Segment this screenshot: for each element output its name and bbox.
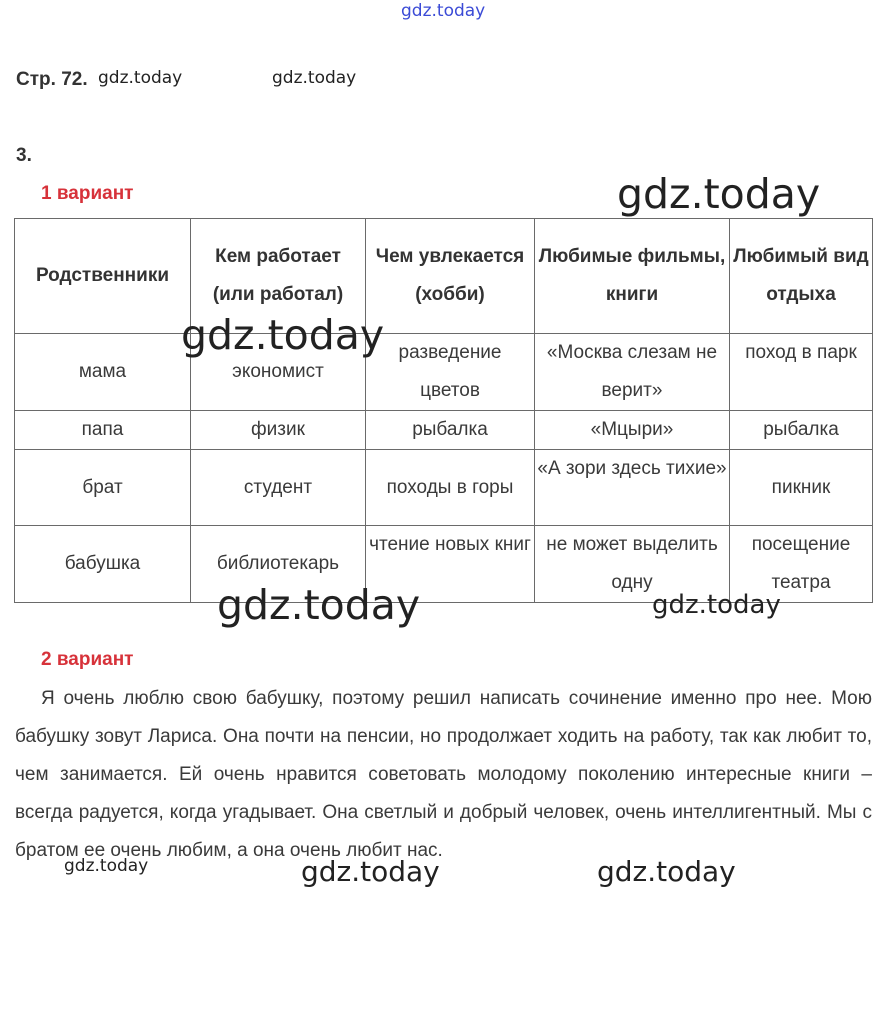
variant-1-title: 1 вариант bbox=[41, 183, 134, 204]
table-cell: рыбалка bbox=[366, 411, 535, 450]
table-cell: студент bbox=[191, 450, 366, 526]
table-header-cell: Кем работает (или работал) bbox=[191, 219, 366, 334]
table-cell: походы в горы bbox=[366, 450, 535, 526]
watermark: gdz.today bbox=[597, 855, 736, 888]
watermark: gdz.today bbox=[64, 856, 149, 876]
table-cell: разведение цветов bbox=[366, 334, 535, 411]
table-header-cell: Родственники bbox=[15, 219, 191, 334]
table-header-row bbox=[15, 219, 873, 334]
table-cell: «Москва слезам не верит» bbox=[535, 334, 730, 411]
table-cell: рыбалка bbox=[730, 411, 873, 450]
table-row bbox=[15, 450, 873, 526]
table-cell: чтение новых книг bbox=[366, 526, 535, 603]
table-row bbox=[15, 334, 873, 411]
variant-2-title: 2 вариант bbox=[41, 649, 134, 670]
hobbies-table bbox=[14, 218, 873, 603]
table-cell: бабушка bbox=[15, 526, 191, 603]
table-header-cell: Любимые фильмы, книги bbox=[535, 219, 730, 334]
table-row bbox=[15, 411, 873, 450]
task-number: 3. bbox=[16, 145, 32, 166]
watermark: gdz.today bbox=[652, 590, 781, 620]
table-cell: физик bbox=[191, 411, 366, 450]
table-cell: библиотекарь bbox=[191, 526, 366, 603]
essay-text: Я очень люблю свою бабушку, поэтому решил написать сочинение именно про нее. Мою бабушку зовут Лариса. Она почти на пенсии, но продолжает ходить на работу, так как любит то, чем занимается. Ей очень нравится советовать молодому поколению интересные книги – всегда радуется, когда угадывает. Она светлый и добрый человек, очень интеллигентный. Мы с братом ее очень любим, а она очень любит нас. bbox=[15, 688, 872, 861]
watermark: gdz.today bbox=[301, 855, 440, 888]
page-reference: Стр. 72. bbox=[16, 69, 88, 90]
table-cell: «А зори здесь тихие» bbox=[535, 450, 730, 526]
table-cell: брат bbox=[15, 450, 191, 526]
table-cell: «Мцыри» bbox=[535, 411, 730, 450]
watermark: gdz.today bbox=[272, 68, 357, 88]
table-header-cell: Чем увлекается (хобби) bbox=[366, 219, 535, 334]
watermark: gdz.today bbox=[98, 68, 183, 88]
table-header-cell: Любимый вид отдыха bbox=[730, 219, 873, 334]
table-cell: папа bbox=[15, 411, 191, 450]
table-cell: экономист bbox=[191, 334, 366, 411]
table-cell: посещение театра bbox=[730, 526, 873, 603]
table-cell: пикник bbox=[730, 450, 873, 526]
watermark: gdz.today bbox=[181, 311, 385, 359]
table-cell: поход в парк bbox=[730, 334, 873, 411]
watermark: gdz.today bbox=[617, 170, 821, 218]
watermark-top: gdz.today bbox=[401, 1, 486, 21]
table-cell: не может выделить одну bbox=[535, 526, 730, 603]
watermark: gdz.today bbox=[217, 581, 421, 629]
table-cell: мама bbox=[15, 334, 191, 411]
